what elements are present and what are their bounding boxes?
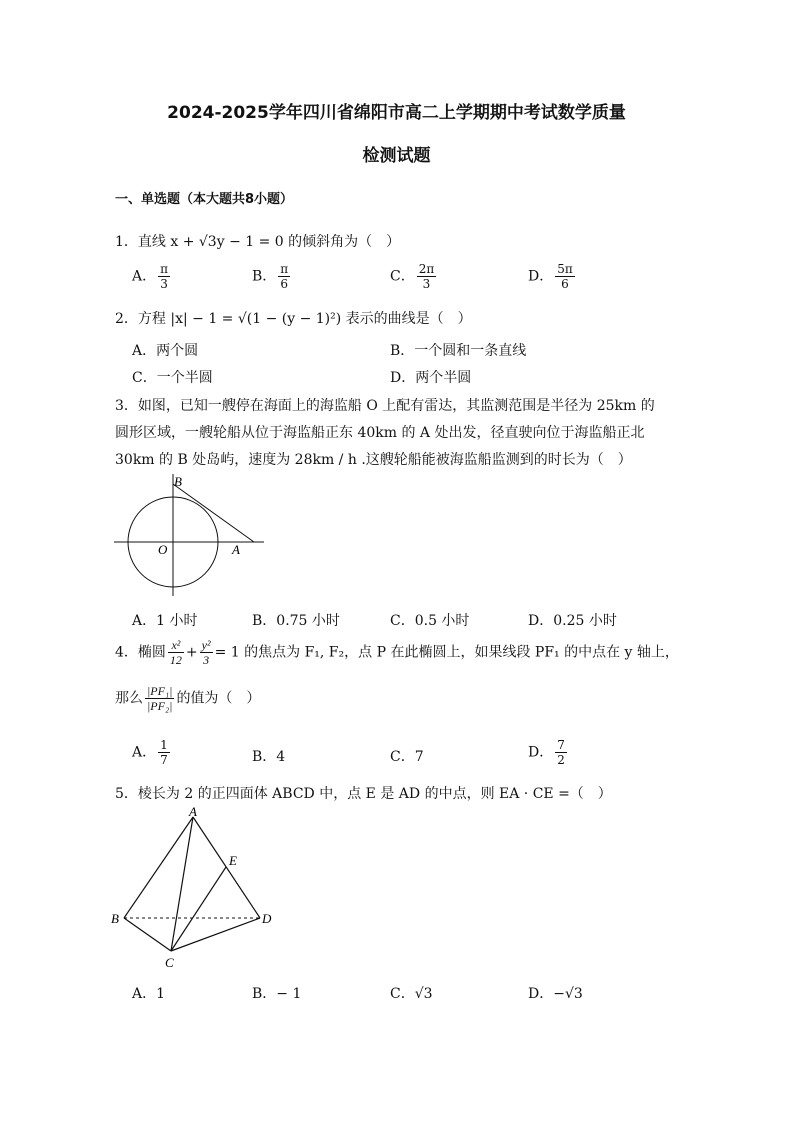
edge-cd: [171, 918, 260, 951]
question-2-stem: 2．方程 |x| − 1 = √(1 − (y − 1)²) 表示的曲线是（ ）: [115, 311, 472, 327]
q4-option-d: D． $\frac{7}{2}$: [528, 738, 565, 767]
q2-option-a: A．两个圆: [132, 343, 199, 359]
edge-ac: [171, 817, 193, 951]
q2-option-c: C．一个半圆: [132, 370, 213, 386]
q3-option-d: D．0.25 小时: [528, 613, 617, 629]
q1-option-d: D． $\frac{5\pi}{6}$: [528, 262, 573, 291]
q3-option-b: B．0.75 小时: [252, 613, 340, 629]
label-b: B: [174, 474, 182, 489]
q4-option-a: A． $\frac{1}{7}$: [132, 738, 168, 767]
question-4-line-2: 那么 $\frac{\text{|PF₁|}}{\text{|PF₂|}}$ 的值为（ ）: [115, 684, 261, 713]
segment-ce: [171, 867, 226, 951]
q1-option-a: A． $\frac{\pi}{3}$: [132, 262, 169, 291]
q3-option-a: A．1 小时: [132, 613, 198, 629]
q5-option-c: C．√3: [390, 986, 433, 1002]
q5-option-d: D．−√3: [528, 986, 583, 1002]
q4-option-b: B．4: [252, 749, 286, 765]
label-a: A: [189, 805, 197, 819]
q1-option-b: B． $\frac{\pi}{6}$: [252, 262, 289, 291]
question-5-stem: 5．棱长为 2 的正四面体 ABCD 中，点 E 是 AD 的中点，则 EA · CE =（ ）: [115, 786, 612, 802]
label-a: A: [232, 542, 240, 557]
q3-radar-figure: [110, 470, 275, 600]
label-c: C: [165, 955, 174, 970]
q5-tetrahedron-figure: [108, 805, 283, 975]
question-3-line-1: 3．如图，已知一艘停在海面上的海监船 O 上配有雷达，其监测范围是半径为 25km 的: [115, 398, 655, 414]
title-line-1: 2024-2025学年四川省绵阳市高二上学期期中考试数学质量: [167, 103, 626, 123]
q2-option-d: D．两个半圆: [390, 370, 472, 386]
label-d: D: [262, 911, 272, 926]
question-3-line-3: 30km 的 B 处岛屿，速度为 28km / h .这艘轮船能被海监船监测到的时长为（ ）: [115, 452, 632, 468]
q3-option-c: C．0.5 小时: [390, 613, 470, 629]
route-line-ab: [173, 484, 254, 542]
question-3-line-2: 圆形区域，一艘轮船从位于海监船正东 40km 的 A 处出发，径直驶向位于海监船正北: [115, 425, 645, 441]
label-b: B: [111, 911, 119, 926]
edge-ab: [124, 817, 193, 918]
edge-bc: [124, 918, 171, 951]
label-e: E: [229, 853, 237, 868]
section-heading: 一、单选题（本大题共8小题）: [115, 192, 294, 207]
q2-option-b: B．一个圆和一条直线: [390, 343, 527, 359]
label-o: O: [158, 542, 168, 557]
q5-option-b: B．− 1: [252, 986, 302, 1002]
q5-option-a: A．1: [132, 986, 166, 1002]
title-line-2: 检测试题: [362, 146, 431, 166]
q1-option-c: C． $\frac{2\pi}{3}$: [390, 262, 435, 291]
question-4-line-1: 4．椭圆 $\frac{\text{x²}}{12}$ + $\frac{\text{y²}}{3}$ = 1 的焦点为 F₁, F₂，点 P 在此椭圆上，如果线段 PF₁ 的中点在 y 轴上，: [115, 638, 679, 667]
question-1-stem: 1．直线 x + √3y − 1 = 0 的倾斜角为（ ）: [115, 234, 401, 250]
q4-option-c: C．7: [390, 749, 424, 765]
